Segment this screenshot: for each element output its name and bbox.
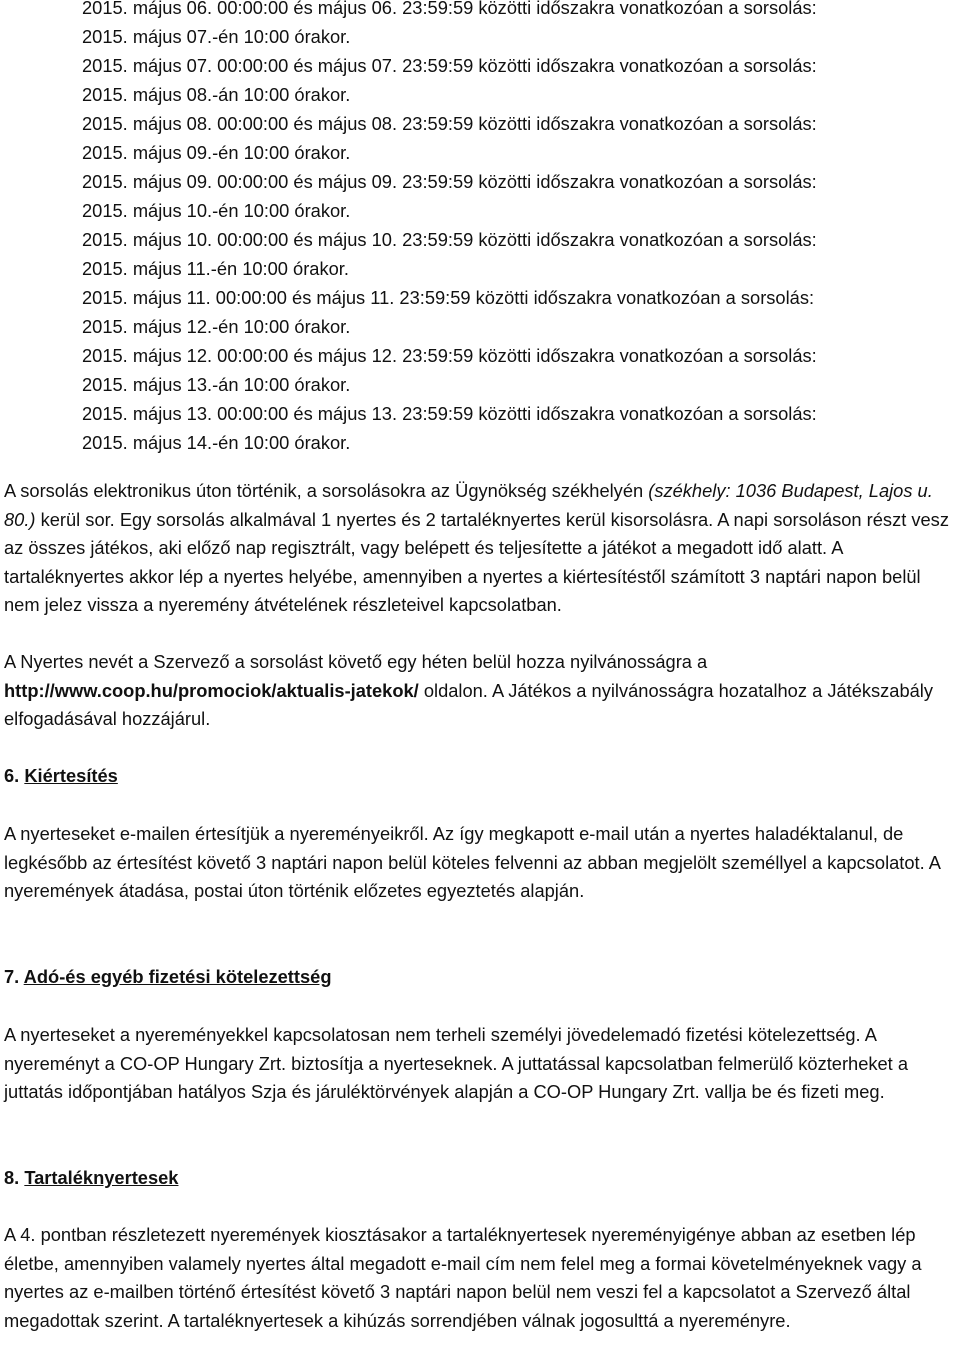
draw-paragraph: [4, 477, 959, 620]
section-notification-body: [4, 820, 959, 906]
section-notification-heading: [4, 762, 959, 791]
section-number: 7.: [4, 966, 24, 987]
draw-schedule-line: 2015. május 13.-án 10:00 órakor.: [82, 374, 351, 395]
draw-schedule-list: [82, 0, 817, 457]
promotions-link[interactable]: http://www.coop.hu/promociok/aktualis-jatekok/: [4, 679, 419, 701]
headquarters-address: (székhely: 1036 Budapest, Lajos u. 80.): [4, 480, 933, 530]
section-number: 6.: [4, 765, 25, 786]
section-reserve-body: [4, 1221, 959, 1335]
section-number: 8.: [4, 1167, 25, 1188]
draw-schedule-line: 2015. május 09. 00:00:00 és május 09. 23:59:59 közötti időszakra vonatkozóan a sorsolás:: [82, 171, 817, 192]
draw-schedule-line: 2015. május 08.-án 10:00 órakor.: [82, 84, 351, 105]
draw-schedule-line: 2015. május 12.-én 10:00 órakor.: [82, 316, 351, 337]
section-tax-body: [4, 1021, 959, 1107]
draw-paragraph-text: kerül sor. Egy sorsolás alkalmával 1 nyertes és 2 tartaléknyertes kerül kisorsolásra. A napi sorsoláson részt vesz az összes játékos, aki előző nap regisztrált, vagy belépett és teljesítette a játékot a megadott idő alatt. A tartaléknyertes akkor lép a nyertes helyébe, amennyiben a nyertes a kiértesítéstől számított 3 naptári napon belül nem jelez vissza a nyeremény átvételének részleteivel kapcsolatban.: [4, 508, 949, 616]
draw-schedule-line: 2015. május 07. 00:00:00 és május 07. 23:59:59 közötti időszakra vonatkozóan a sorsolás:: [82, 55, 817, 76]
draw-schedule-line: 2015. május 11.-én 10:00 órakor.: [82, 258, 349, 279]
section-text: A nyerteseket e-mailen értesítjük a nyereményeikről. Az így megkapott e-mail után a nyertes haladéktalanul, de legkésőbb az értesítést követő 3 naptári napon belül köteles felvenni az abban megjelölt személlyel a kapcsolatot. A nyeremények átadása, postai úton történik előzetes egyeztetés alapján.: [4, 823, 940, 902]
draw-schedule-line: 2015. május 07.-én 10:00 órakor.: [82, 26, 351, 47]
draw-schedule-line: 2015. május 06. 00:00:00 és május 06. 23:59:59 közötti időszakra vonatkozóan a sorsolás:: [82, 0, 817, 18]
draw-schedule-line: 2015. május 12. 00:00:00 és május 12. 23:59:59 közötti időszakra vonatkozóan a sorsolás:: [82, 345, 817, 366]
publish-paragraph: [4, 648, 959, 734]
draw-schedule-line: 2015. május 09.-én 10:00 órakor.: [82, 142, 351, 163]
publish-paragraph-text: A Nyertes nevét a Szervező a sorsolást követő egy héten belül hozza nyilvánosságra a: [4, 651, 708, 672]
draw-schedule-line: 2015. május 14.-én 10:00 órakor.: [82, 432, 351, 453]
draw-schedule-line: 2015. május 10. 00:00:00 és május 10. 23:59:59 közötti időszakra vonatkozóan a sorsolás:: [82, 229, 817, 250]
publish-paragraph-text: oldalon. A Játékos a nyilvánosságra hozatalhoz a Játékszabály elfogadásával hozzájárul.: [4, 679, 933, 730]
section-title: Tartaléknyertesek: [24, 1167, 179, 1188]
section-title: Kiértesítés: [24, 765, 118, 786]
section-reserve-heading: [4, 1164, 959, 1193]
section-text: A nyerteseket a nyereményekkel kapcsolatosan nem terheli személyi jövedelemadó fizetési kötelezettség. A nyereményt a CO-OP Hungary Zrt. biztosítja a nyerteseknek. A juttatással kapcsolatban felmerülő közterheket a juttatás időpontjában hatályos Szja és járuléktörvények alapján a CO-OP Hungary Zrt. vallja be és fizeti meg.: [4, 1024, 909, 1103]
draw-schedule-line: 2015. május 13. 00:00:00 és május 13. 23:59:59 közötti időszakra vonatkozóan a sorsolás:: [82, 403, 817, 424]
section-text: A 4. pontban részletezett nyeremények kiosztásakor a tartaléknyertesek nyereményigénye abban az esetben lép életbe, amennyiben valamely nyertes által megadott e-mail cím nem felel meg a formai követelményeknek vagy a nyertes az e-mailben történő értesítést követő 3 naptári napon belül nem veszi fel a kapcsolatot a Szervező által megadottak szerint. A tartaléknyertesek a kihúzás sorrendjében válnak jogosulttá a nyereményre.: [4, 1224, 922, 1331]
section-title: Adó-és egyéb fizetési kötelezettség: [23, 966, 332, 987]
draw-schedule-line: 2015. május 11. 00:00:00 és május 11. 23:59:59 közötti időszakra vonatkozóan a sorsolás:: [82, 287, 815, 308]
draw-schedule-line: 2015. május 10.-én 10:00 órakor.: [82, 200, 351, 221]
draw-paragraph-text: A sorsolás elektronikus úton történik, a sorsolásokra az Ügynökség székhelyén: [4, 480, 649, 501]
section-tax-heading: [4, 963, 959, 992]
draw-schedule-line: 2015. május 08. 00:00:00 és május 08. 23:59:59 közötti időszakra vonatkozóan a sorsolás:: [82, 113, 817, 134]
